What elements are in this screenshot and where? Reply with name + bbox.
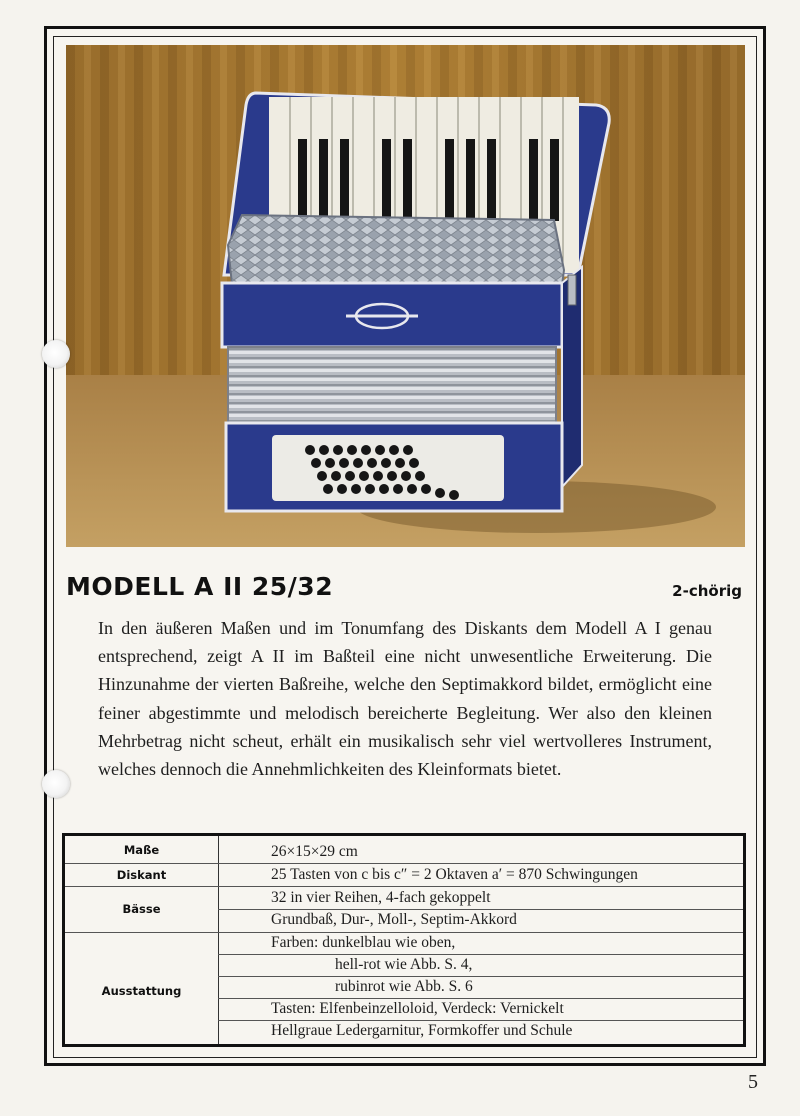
value-ausstattung-line: rubinrot wie Abb. S. 6: [335, 978, 473, 995]
value-diskant: 25 Tasten von c bis c″ = 2 Oktaven a′ = 870 Schwingungen: [271, 866, 638, 883]
value-baesse-line: Grundbaß, Dur-, Moll-, Septim-Akkord: [271, 911, 517, 928]
page-number: 5: [748, 1071, 758, 1093]
description-paragraph: In den äußeren Maßen und im Tonumfang des Diskants dem Modell A I genau entsprechend, zeigt A II im Baßteil eine nicht unwesentliche Erweiterung. Die Hinzunahme der vierten Baßreihe, welche den Septimakkord bildet, ermöglicht eine feiner abgestimmte und melodisch bereicherte Begleitung. Wer also den kleinen Mehrbetrag nicht scheut, erhält ein musikalisch sehr viel wertvolleres Instrument, welches dennoch die Annehmlichkeiten des Kleinformats bietet.: [98, 618, 712, 780]
voices-label: 2-chörig: [672, 582, 742, 600]
label-diskant: Diskant: [116, 868, 167, 882]
label-ausstattung: Ausstattung: [101, 984, 182, 998]
table-divider: [65, 863, 743, 864]
label-baesse: Bässe: [122, 902, 161, 916]
value-ausstattung-line: hell-rot wie Abb. S. 4,: [335, 956, 473, 973]
accordion-photo: [66, 45, 745, 547]
model-title: MODELL A II 25/32: [66, 572, 334, 601]
table-divider: [218, 976, 743, 977]
value-masse: 26×15×29 cm: [271, 843, 358, 860]
value-ausstattung-line: Tasten: Elfenbeinzelloloid, Verdeck: Vernickelt: [271, 1000, 564, 1017]
punch-hole-top: [42, 340, 70, 368]
punch-hole-bottom: [42, 770, 70, 798]
table-divider: [218, 1020, 743, 1021]
spec-table: [62, 833, 746, 1047]
value-ausstattung-line: Hellgraue Ledergarnitur, Formkoffer und Schule: [271, 1022, 573, 1039]
table-divider: [218, 998, 743, 999]
table-divider: [218, 909, 743, 910]
value-ausstattung-line: Farben: dunkelblau wie oben,: [271, 934, 456, 951]
label-masse: Maße: [123, 843, 160, 857]
table-divider: [218, 954, 743, 955]
table-divider: [65, 932, 743, 933]
table-divider: [65, 886, 743, 887]
value-baesse-line: 32 in vier Reihen, 4-fach gekoppelt: [271, 889, 491, 906]
table-column-divider: [218, 836, 219, 1044]
